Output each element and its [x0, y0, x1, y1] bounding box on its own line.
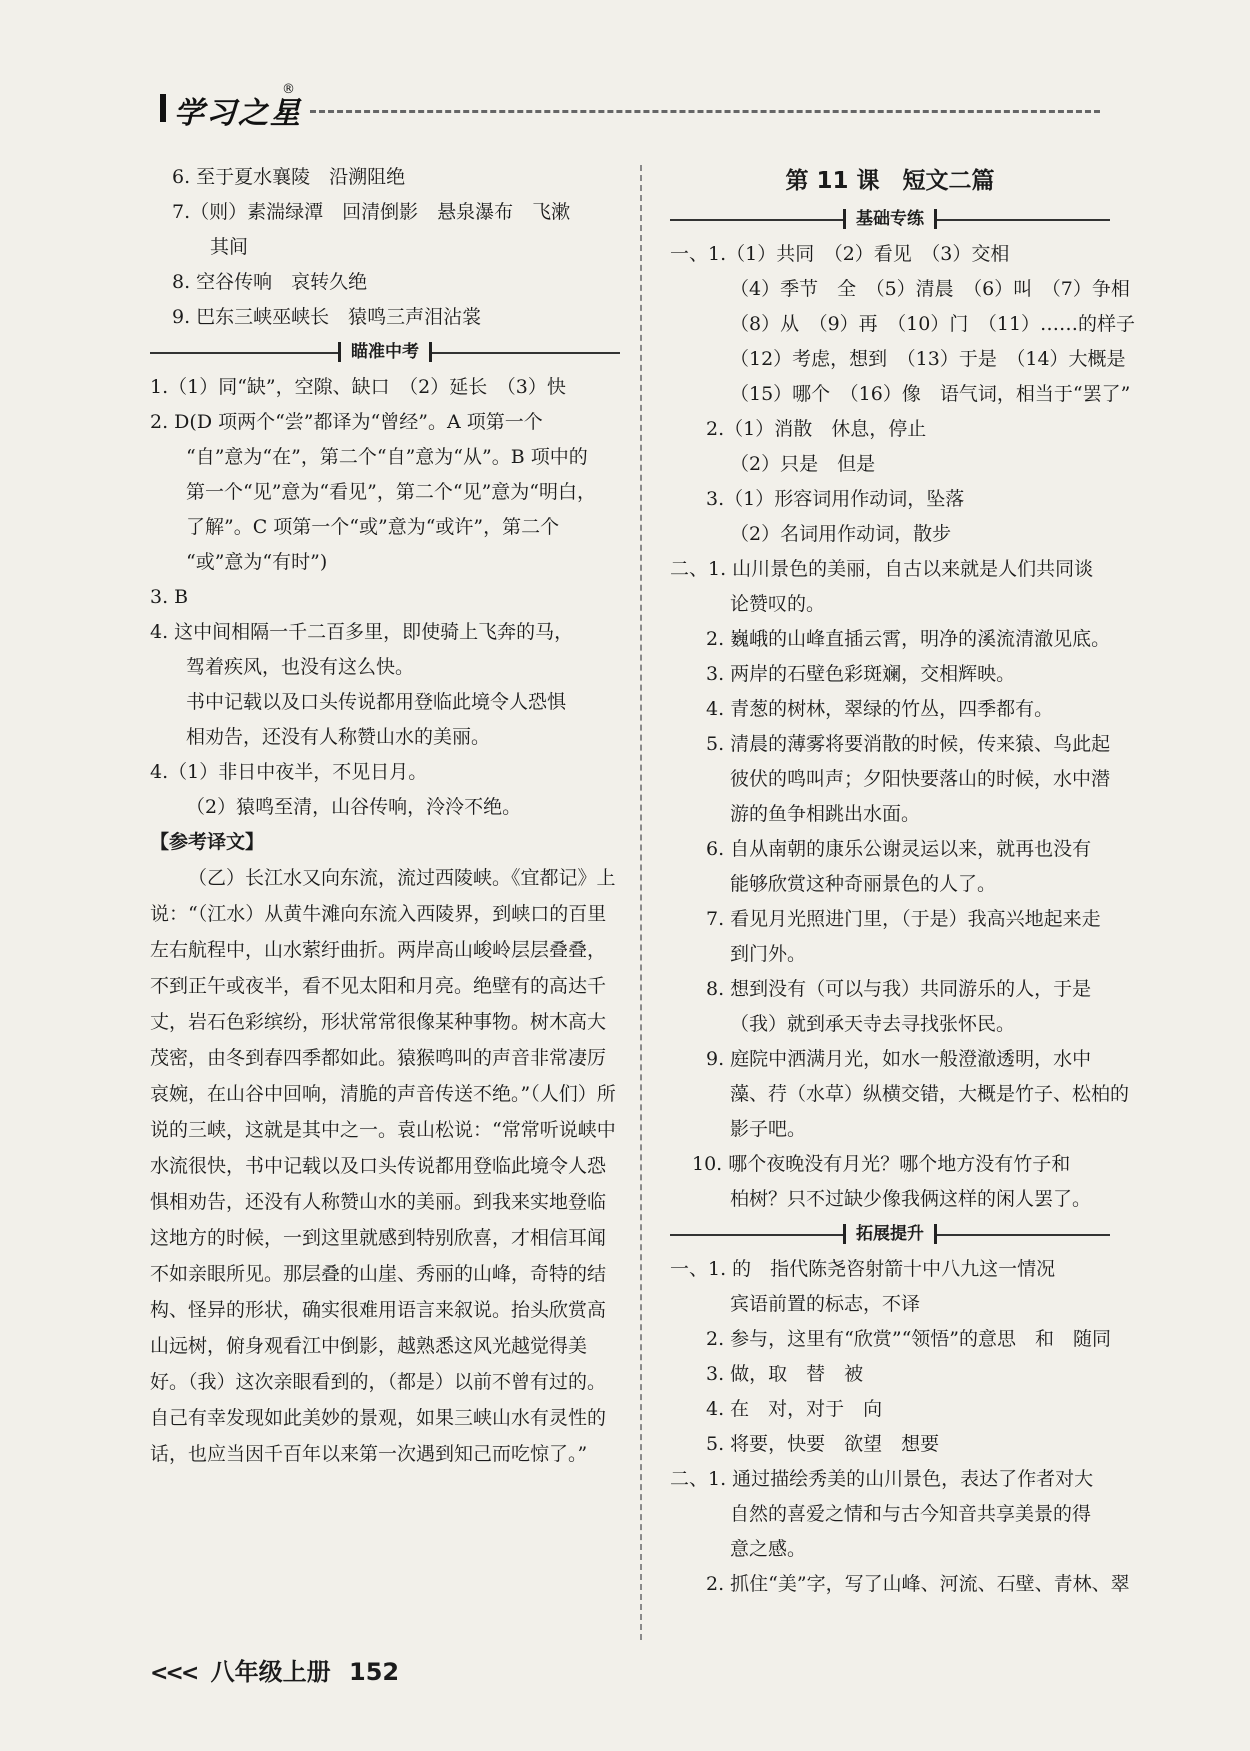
answer-line: 8. 想到没有（可以与我）共同游乐的人，于是 — [706, 978, 1092, 1000]
answer-line: 二、1. 通过描绘秀美的山川景色，表达了作者对大 — [670, 1468, 1094, 1490]
answer-line: 论赞叹的。 — [730, 593, 826, 615]
column-divider — [640, 165, 642, 1640]
answer-line: 2. 抓住“美”字，写了山峰、河流、石壁、青林、翠 — [706, 1573, 1130, 1595]
answer-line: 6. 自从南朝的康乐公谢灵运以来，就再也没有 — [706, 838, 1092, 860]
chevrons-left-icon: <<< — [150, 1661, 197, 1686]
answer-line: 宾语前置的标志，不译 — [730, 1293, 921, 1315]
answer-line: 1.（1）同“缺”，空隙、缺口 （2）延长 （3）快 — [150, 376, 566, 398]
answer-line: 到门外。 — [730, 943, 807, 965]
answer-line: 2. 参与，这里有“欣赏”“领悟”的意思 和 随同 — [706, 1328, 1112, 1350]
answer-line: 其间 — [210, 236, 249, 258]
answer-line: 彼伏的鸣叫声；夕阳快要落山的时候，水中潜 — [730, 768, 1111, 790]
answer-line: 一、1.（1）共同 （2）看见 （3）交相 — [670, 243, 1010, 265]
answer-line: 3. 两岸的石壁色彩斑斓，交相辉映。 — [706, 663, 1016, 685]
answer-line: 7.（则）素湍绿潭 回清倒影 悬泉瀑布 飞漱 — [172, 201, 571, 223]
answer-line: 藻、荇（水草）纵横交错，大概是竹子、松柏的 — [730, 1083, 1130, 1105]
section-heading-basics: 基础专练 — [670, 202, 1110, 237]
answer-line: （2）猿鸣至清，山谷传响，泠泠不绝。 — [186, 796, 522, 818]
answer-line: 4. 在 对，对于 向 — [706, 1398, 883, 1420]
page-number: 152 — [349, 1658, 400, 1686]
right-column — [670, 160, 1136, 1602]
answer-line: （8）从 （9）再 （10）门 （11）……的样子 — [730, 313, 1136, 335]
answer-line: （2）名词用作动词，散步 — [730, 523, 952, 545]
answer-line: 3. 做，取 替 被 — [706, 1363, 864, 1385]
answer-line: （我）就到承天寺去寻找张怀民。 — [730, 1013, 1016, 1035]
brand-logo: 学习之星 — [174, 96, 302, 131]
page-header — [160, 82, 1100, 132]
answer-line: （4）季节 全 （5）清晨 （6）叫 （7）争相 — [730, 278, 1130, 300]
answer-line: 书中记载以及口头传说都用登临此境令人恐惧 — [186, 691, 567, 713]
answer-line: 2. D(D 项两个“尝”都译为“曾经”。A 项第一个 — [150, 411, 543, 433]
answer-line: 第一个“见”意为“看见”，第二个“见”意为“明白， — [186, 481, 596, 503]
answer-line: 3. B — [150, 586, 189, 608]
answer-line: 柏树？只不过缺少像我俩这样的闲人罢了。 — [730, 1188, 1092, 1210]
answer-line: 相劝告，还没有人称赞山水的美丽。 — [186, 726, 491, 748]
answer-line: 5. 清晨的薄雾将要消散的时候，传来猿、鸟此起 — [706, 733, 1111, 755]
answer-line: （2）只是 但是 — [730, 453, 876, 475]
header-bar — [160, 94, 166, 122]
answer-line: 游的鱼争相跳出水面。 — [730, 803, 921, 825]
answer-line: 2. 巍峨的山峰直插云霄，明净的溪流清澈见底。 — [706, 628, 1111, 650]
answer-line: （15）哪个 （16）像 语气词，相当于“罢了” — [730, 383, 1131, 405]
answer-line: 二、1. 山川景色的美丽，自古以来就是人们共同谈 — [670, 558, 1094, 580]
reference-translation-heading: 【参考译文】 — [150, 831, 265, 853]
answer-line: 4. 这中间相隔一千二百多里，即使骑上飞奔的马， — [150, 621, 574, 643]
answer-line: “自”意为“在”，第二个“自”意为“从”。B 项中的 — [186, 446, 588, 468]
left-column — [150, 160, 620, 1472]
answer-line: 能够欣赏这种奇丽景色的人了。 — [730, 873, 997, 895]
answer-line: 9. 庭院中洒满月光，如水一般澄澈透明，水中 — [706, 1048, 1092, 1070]
header-dashed-rule — [310, 110, 1100, 113]
answer-line: 影子吧。 — [730, 1118, 807, 1140]
lesson-title: 第 11 课 短文二篇 — [785, 168, 995, 194]
answer-line: 5. 将要，快要 欲望 想要 — [706, 1433, 940, 1455]
answer-line: 7. 看见月光照进门里，（于是）我高兴地起来走 — [706, 908, 1101, 930]
reference-translation-text: （乙）长江水又向东流，流过西陵峡。《宜都记》上说：“（江水）从黄牛滩向东流入西陵界，到峡口的百里左右航程中，山水萦纡曲折。两岸高山峻岭层层叠叠，不到正午或夜半，看不见太阳和月亮。绝壁有的高达千丈，岩石色彩缤纷，形状常常很像某种事物。树木高大茂密，由冬到春四季都如此。猿猴鸣叫的声音非常凄厉哀婉，在山谷中回响，清脆的声音传送不绝。”（人们）所说的三峡，这就是其中之一。袁山松说：“常常听说峡中水流很快，书中记载以及口头传说都用登临此境令人恐惧相劝告，还没有人称赞山水的美丽。到我来实地登临这地方的时候，一到这里就感到特别欣喜，才相信耳闻不如亲眼所见。那层叠的山崖、秀丽的山峰，奇特的结构、怪异的形状，确实很难用语言来叙说。抬头欣赏高山远树，俯身观看江中倒影，越熟悉这风光越觉得美好。（我）这次亲眼看到的，（都是）以前不曾有过的。自己有幸发现如此美妙的景观，如果三峡山水有灵性的话，也应当因千百年以来第一次遇到知己而吃惊了。” — [150, 867, 616, 1465]
answer-line: 9. 巴东三峡巫峡长 猿鸣三声泪沾裳 — [172, 306, 482, 328]
grade-label: 八年级上册 — [210, 1658, 331, 1686]
answer-line: 驾着疾风，也没有这么快。 — [186, 656, 415, 678]
answer-line: “或”意为“有时”) — [186, 551, 328, 573]
section-heading-extension: 拓展提升 — [670, 1217, 1110, 1252]
answer-line: 一、1. 的 指代陈尧咨射箭十中八九这一情况 — [670, 1258, 1056, 1280]
answer-line: 10. 哪个夜晚没有月光？哪个地方没有竹子和 — [692, 1153, 1071, 1175]
answer-line: 4. 青葱的树林，翠绿的竹丛，四季都有。 — [706, 698, 1054, 720]
answer-line: 6. 至于夏水襄陵 沿溯阻绝 — [172, 166, 406, 188]
section-heading-zhongkao: 瞄准中考 — [150, 335, 620, 370]
page-footer — [150, 1652, 399, 1687]
answer-line: 意之感。 — [730, 1538, 807, 1560]
answer-line: 3.（1）形容词用作动词，坠落 — [706, 488, 965, 510]
answer-line: 2.（1）消散 休息，停止 — [706, 418, 927, 440]
answer-line: 自然的喜爱之情和与古今知音共享美景的得 — [730, 1503, 1092, 1525]
answer-line: 4.（1）非日中夜半，不见日月。 — [150, 761, 428, 783]
registered-mark: ® — [282, 82, 295, 97]
answer-line: 了解”。C 项第一个“或”意为“或许”，第二个 — [186, 516, 560, 538]
answer-line: 8. 空谷传响 哀转久绝 — [172, 271, 368, 293]
answer-line: （12）考虑，想到 （13）于是 （14）大概是 — [730, 348, 1126, 370]
